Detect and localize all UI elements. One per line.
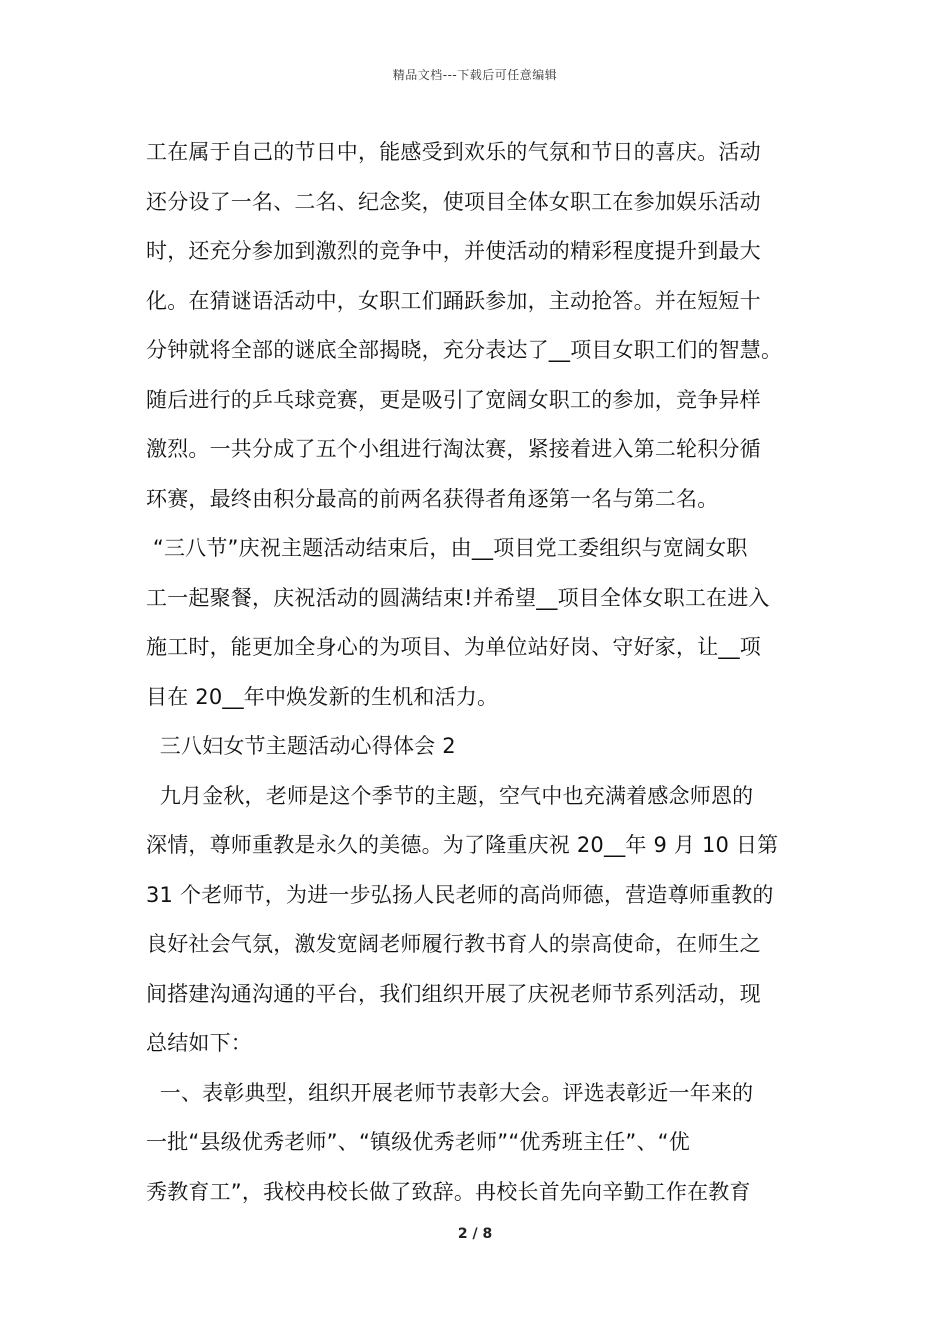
text-line: 间搭建沟通沟通的平台，我们组织开展了庆祝老师节系列活动，现	[146, 981, 761, 1006]
text-line: 工在属于自己的节日中，能感受到欢乐的气氛和节日的喜庆。活动	[146, 140, 761, 164]
text-line: 一批“县级优秀老师”、“镇级优秀老师”“优秀班主任”、“优	[146, 1130, 690, 1154]
text-line: 良好社会气氛，激发宽阔老师履行教书育人的崇高使命，在师生之	[146, 932, 761, 956]
text-line: 深情，尊师重教是永久的美德。为了隆重庆祝 20__年 9 月 10 日第	[146, 833, 779, 857]
text-line: 总结如下：	[146, 1031, 252, 1055]
text-line: “三八节”庆祝主题活动结束后，由__项目党工委组织与宽阔女职	[146, 536, 748, 560]
text-line: 一、表彰典型，组织开展老师节表彰大会。评选表彰近一年来的	[146, 1080, 754, 1105]
text-line: 工一起聚餐，庆祝活动的圆满结束!并希望__项目全体女职工在进入	[146, 585, 770, 610]
text-line: 目在 20__年中焕发新的生机和活力。	[146, 684, 499, 709]
text-line: 激烈。一共分成了五个小组进行淘汰赛，紧接着进入第二轮积分循	[146, 437, 761, 461]
text-line: 分钟就将全部的谜底全部揭晓，充分表达了__项目女职工们的智慧。	[146, 338, 783, 362]
text-line: 随后进行的乒乓球竞赛，更是吸引了宽阔女职工的参加，竞争异样	[146, 387, 761, 412]
page-current: 2	[457, 1226, 468, 1242]
text-line: 施工时，能更加全身心的为项目、为单位站好岗、守好家，让__项	[146, 635, 761, 659]
text-line: 还分设了一名、二名、纪念奖，使项目全体女职工在参加娱乐活动	[146, 189, 761, 214]
section-heading: 三八妇女节主题活动心得体会 2	[146, 734, 456, 758]
page-total: 8	[482, 1226, 493, 1242]
text-line: 秀教育工”，我校冉校长做了致辞。冉校长首先向辛勤工作在教育	[146, 1179, 751, 1204]
page-header	[0, 66, 950, 83]
page-number	[0, 1226, 950, 1242]
text-line: 化。在猜谜语活动中，女职工们踊跃参加，主动抢答。并在短短十	[146, 288, 761, 313]
text-line: 环赛，最终由积分最高的前两名获得者角逐第一名与第二名。	[146, 486, 719, 511]
header-text: 精品文档---下载后可任意编辑	[392, 68, 558, 82]
text-line: 九月金秋，老师是这个季节的主题，空气中也充满着感念师恩的	[146, 783, 754, 808]
text-line: 31 个老师节，为进一步弘扬人民老师的高尚师德，营造尊师重教的	[146, 882, 774, 907]
document-body	[146, 128, 826, 1217]
page-separator: /	[472, 1226, 478, 1242]
text-line: 时，还充分参加到激烈的竞争中，并使活动的精彩程度提升到最大	[146, 239, 761, 263]
